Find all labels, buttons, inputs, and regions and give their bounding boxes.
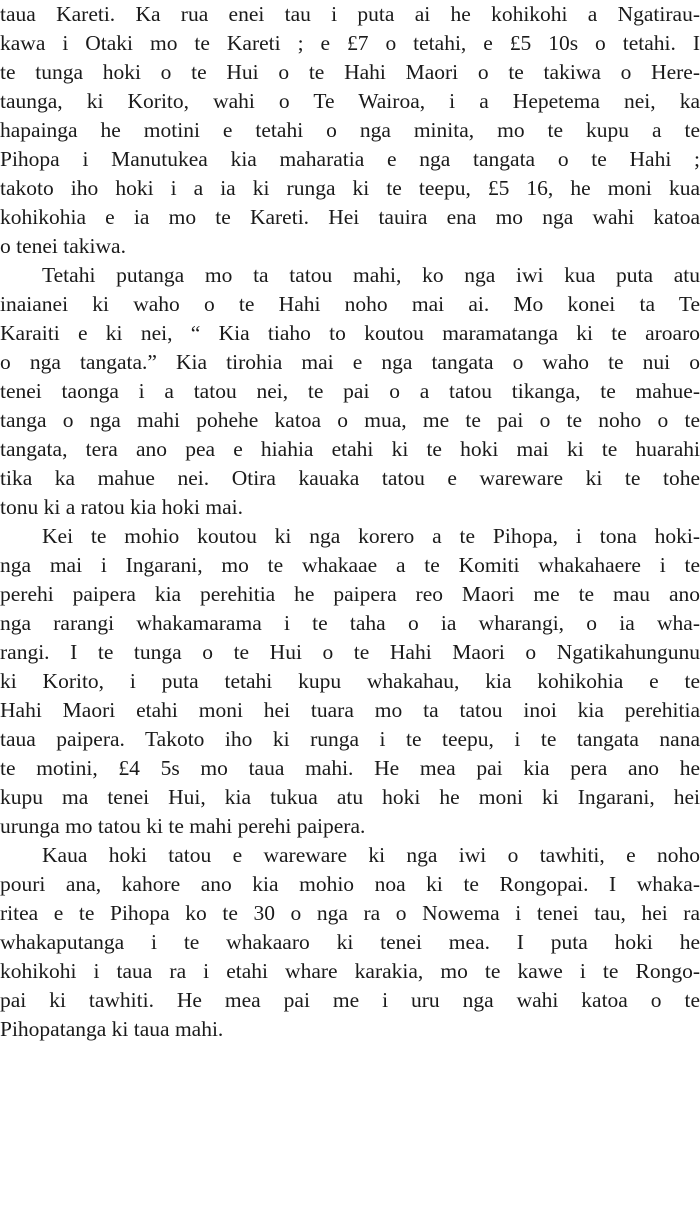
text-line: Pihopa i Manutukea kia maharatia e nga tangata o te Hahi ; (0, 147, 700, 171)
text-line: pai ki tawhiti. He mea pai me i uru nga wahi katoa o te (0, 988, 700, 1012)
text-line: tonu ki a ratou kia hoki mai. (0, 495, 244, 519)
text-line: takoto iho hoki i a ia ki runga ki te teepu, £5 16, he moni kua (0, 176, 700, 200)
paragraph-first-line: Kei te mohio koutou ki nga korero a te Pihopa, i tona hoki- (42, 524, 700, 548)
text-line: taunga, ki Korito, wahi o Te Wairoa, i a Hepetema nei, ka (0, 89, 700, 113)
text-line: kawa i Otaki mo te Kareti ; e £7 o tetahi, e £5 10s o tetahi. I (0, 31, 700, 55)
text-line: ritea e te Pihopa ko te 30 o nga ra o Nowema i tenei tau, hei ra (0, 901, 700, 925)
text-line: nga mai i Ingarani, mo te whakaae a te Komiti whakahaere i te (0, 553, 700, 577)
paragraph-first-line: Tetahi putanga mo ta tatou mahi, ko nga iwi kua puta atu (42, 263, 700, 287)
text-line: pouri ana, kahore ano kia mohio noa ki te Rongopai. I whaka- (0, 872, 700, 896)
text-line: tangata, tera ano pea e hiahia etahi ki te hoki mai ki te huarahi (0, 437, 700, 461)
text-line: kupu ma tenei Hui, kia tukua atu hoki he moni ki Ingarani, hei (0, 785, 700, 809)
text-line: kohikohi i taua ra i etahi whare karakia, mo te kawe i te Rongo- (0, 959, 700, 983)
text-line: nga rarangi whakamarama i te taha o ia wharangi, o ia wha- (0, 611, 700, 635)
text-line: kohikohia e ia mo te Kareti. Hei tauira ena mo nga wahi katoa (0, 205, 700, 229)
text-line: taua Kareti. Ka rua enei tau i puta ai he kohikohi a Ngatirau- (0, 2, 700, 26)
text-line: whakaputanga i te whakaaro ki tenei mea. I puta hoki he (0, 930, 700, 954)
text-line: o tenei takiwa. (0, 234, 126, 258)
text-line: tenei taonga i a tatou nei, te pai o a tatou tikanga, te mahue- (0, 379, 700, 403)
text-line: taua paipera. Takoto iho ki runga i te teepu, i te tangata nana (0, 727, 700, 751)
paragraph-first-line: Kaua hoki tatou e wareware ki nga iwi o tawhiti, e noho (42, 843, 700, 867)
text-line: ki Korito, i puta tetahi kupu whakahau, kia kohikohia e te (0, 669, 700, 693)
text-line: Karaiti e ki nei, “ Kia tiaho to koutou maramatanga ki te aroaro (0, 321, 700, 345)
text-line: o nga tangata.” Kia tirohia mai e nga tangata o waho te nui o (0, 350, 700, 374)
text-line: te tunga hoki o te Hui o te Hahi Maori o te takiwa o Here- (0, 60, 700, 84)
text-line: te motini, £4 5s mo taua mahi. He mea pai kia pera ano he (0, 756, 700, 780)
text-line: hapainga he motini e tetahi o nga minita, mo te kupu a te (0, 118, 700, 142)
text-line: perehi paipera kia perehitia he paipera reo Maori me te mau ano (0, 582, 700, 606)
text-line: rangi. I te tunga o te Hui o te Hahi Maori o Ngatikahungunu (0, 640, 700, 664)
text-line: tanga o nga mahi pohehe katoa o mua, me te pai o te noho o te (0, 408, 700, 432)
text-line: Hahi Maori etahi moni hei tuara mo ta tatou inoi kia perehitia (0, 698, 700, 722)
text-line: tika ka mahue nei. Otira kauaka tatou e wareware ki te tohe (0, 466, 700, 490)
text-line: inaianei ki waho o te Hahi noho mai ai. Mo konei ta Te (0, 292, 700, 316)
text-line: urunga mo tatou ki te mahi perehi paipera. (0, 814, 366, 838)
text-line: Pihopatanga ki taua mahi. (0, 1017, 224, 1041)
